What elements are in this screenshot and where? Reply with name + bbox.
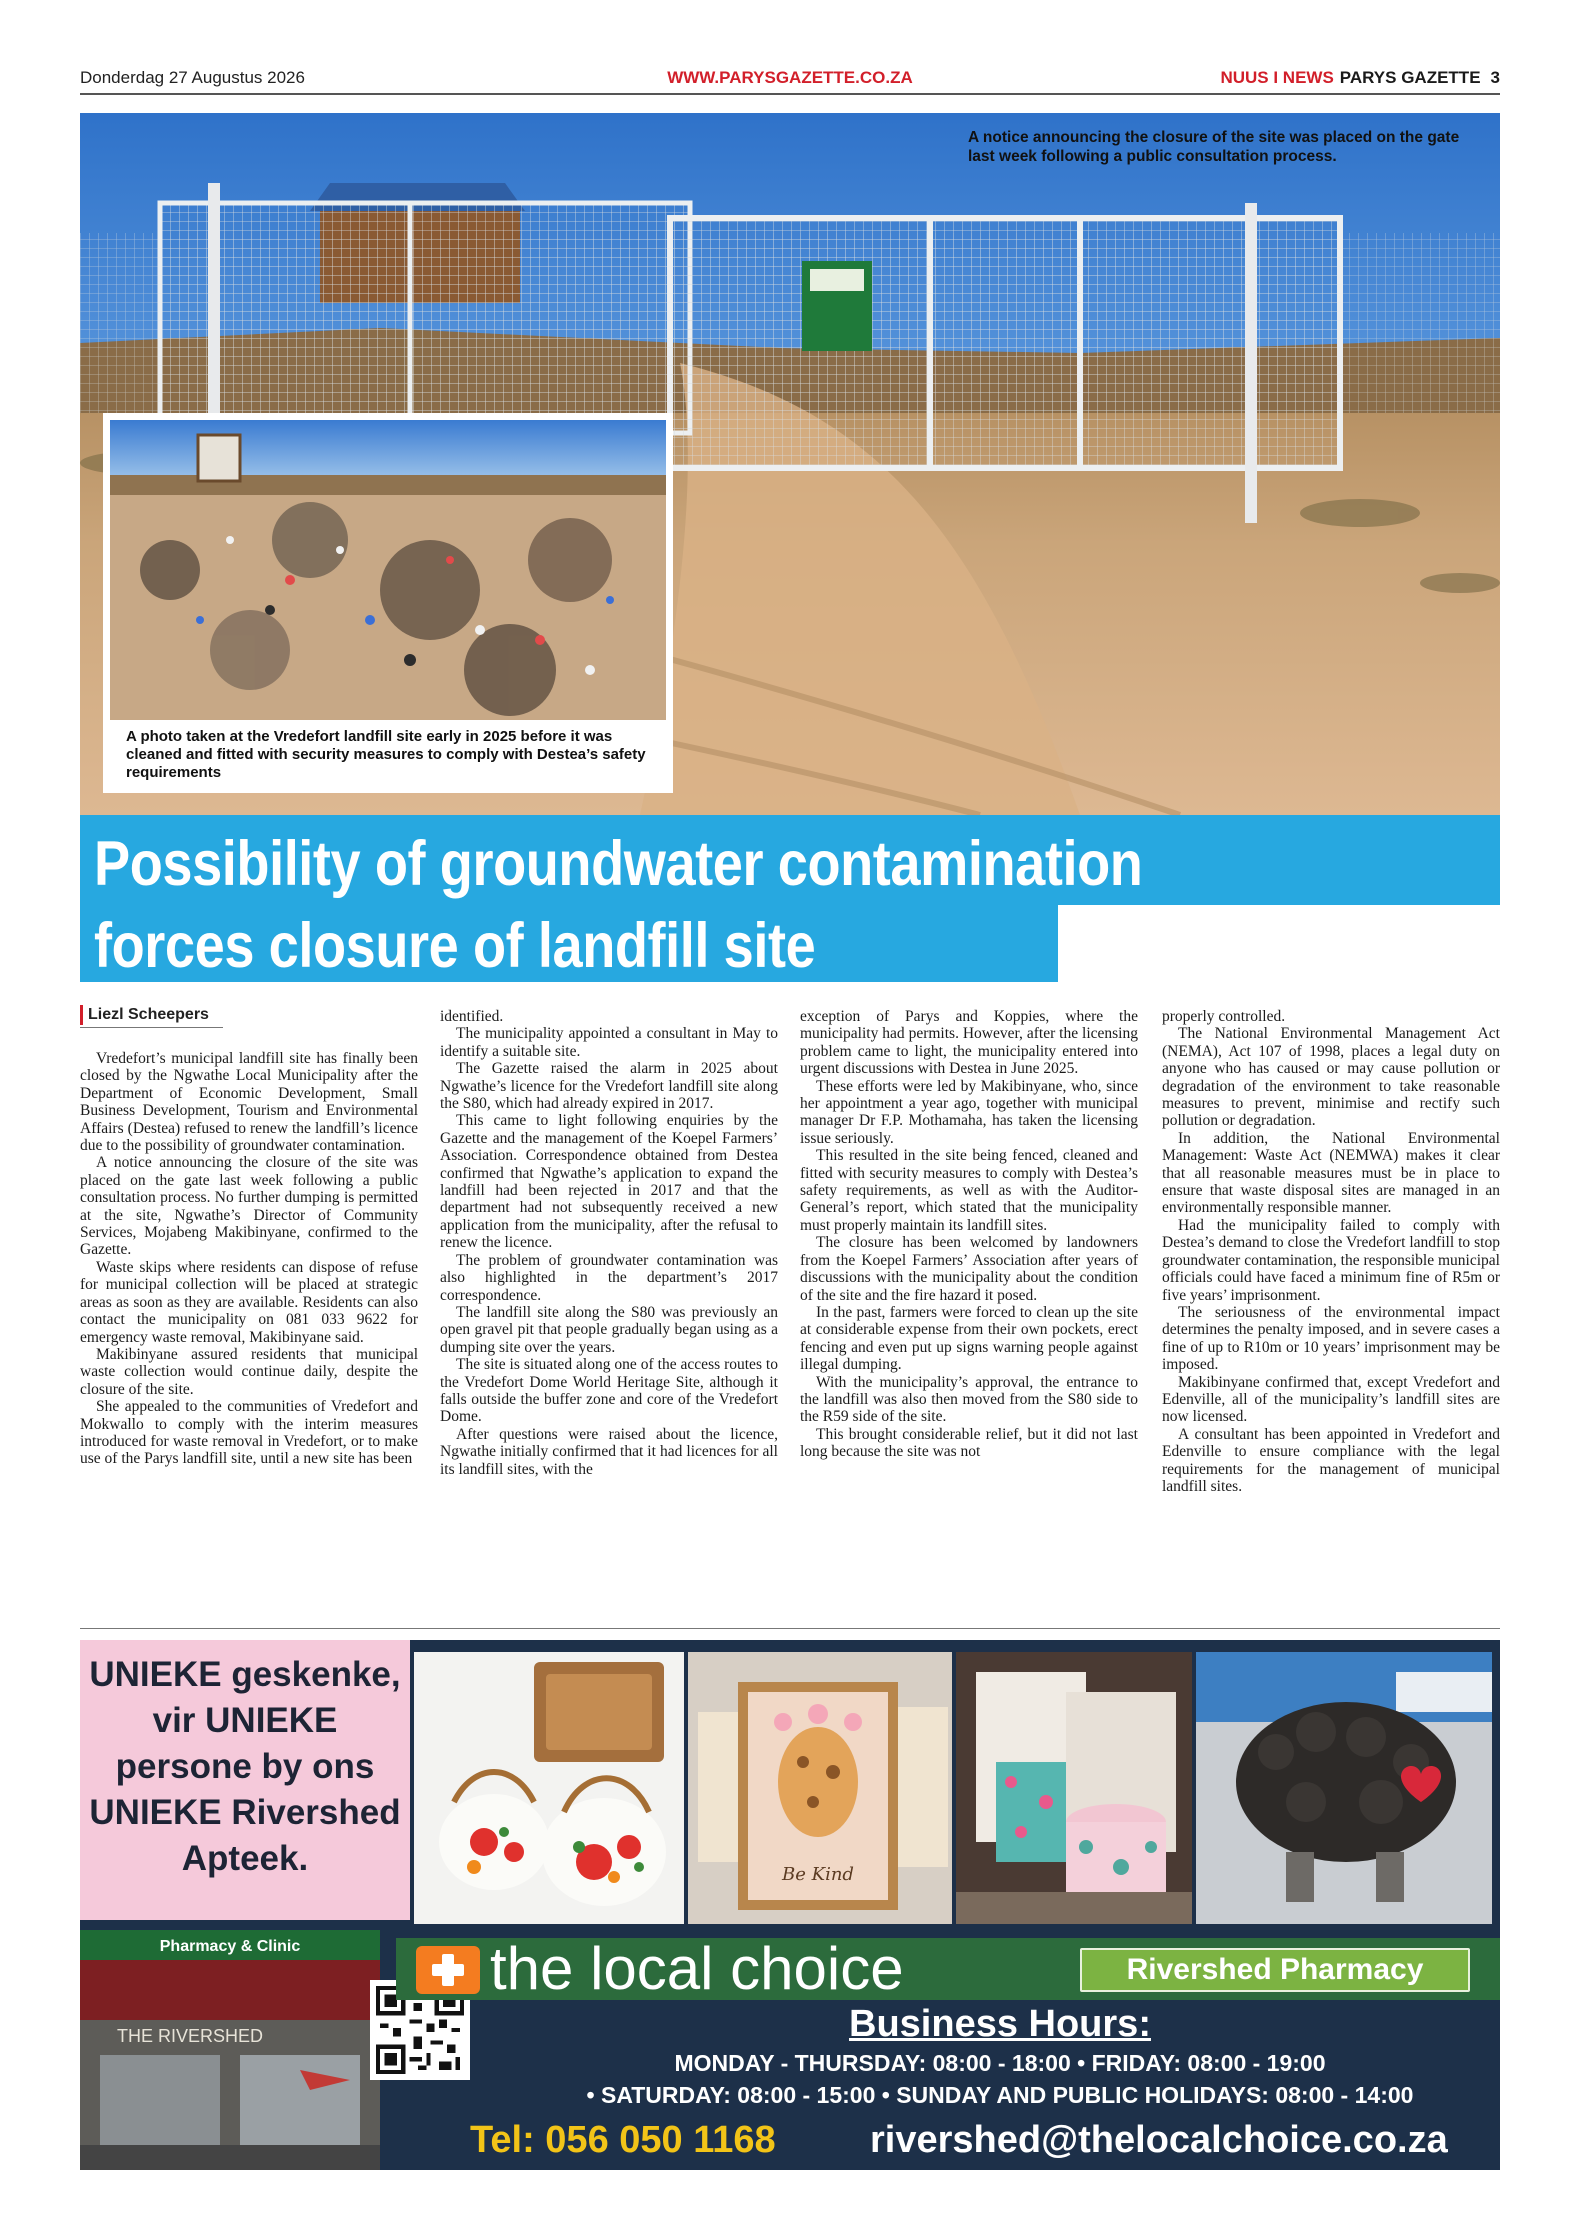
pharmacy-cross-icon [416, 1946, 480, 1994]
page-number: 3 [1490, 68, 1500, 87]
paragraph: The municipality appointed a consultant in May to identify a suitable site. [440, 1025, 778, 1060]
article-column-3 [800, 1008, 1138, 1461]
paragraph: In addition, the National Environmental Management: Waste Act (NEMWA) makes it clear that all reasonable measures must be in place to ensure that waste disposal sites are managed in an environmentally responsible manner. [1162, 1129, 1500, 1217]
headline-line-1: Possibility of groundwater contamination [94, 829, 1143, 899]
storefront-name-text: THE RIVERSHED [116, 2026, 264, 2046]
paragraph: After questions were raised about the licence, Ngwathe initially confirmed that it had licences for all its landfill sites, with the [440, 1425, 778, 1478]
paragraph: Makibinyane assured residents that municipal waste collection would continue daily, despite the closure of the site. [80, 1345, 418, 1398]
paragraph: identified. [440, 1008, 504, 1025]
inset-photo-frame [103, 413, 673, 793]
paragraph: The National Environmental Management Act (NEMA), Act 107 of 1998, places a legal duty on anyone who has caused or may cause pollution or degradation of the environment to take reasonable measures to prevent, minimise and rectify such pollution or degradation. [1162, 1025, 1500, 1130]
business-hours-weekend: • SATURDAY: 08:00 - 15:00 • SUNDAY AND PUBLIC HOLIDAYS: 08:00 - 14:00 [586, 2082, 1414, 2108]
page-header [80, 64, 1500, 92]
brand-name: the local choice [490, 1935, 904, 2002]
paragraph: The closure has been welcomed by landowners from the Koepel Farmers’ Association after years of discussions with the municipality about the condition of the site and the fire hazard it posed. [800, 1234, 1138, 1304]
paragraph: The Gazette raised the alarm in 2025 about Ngwathe’s licence for the Vredefort landfill site along the S80, which had already expired in 2017. [440, 1060, 778, 1113]
paragraph: This came to light following enquiries by the Gazette and the management of the Koepel Farmers’ Association. Correspondence obtained from Destea confirmed that Ngwathe’s application to expand the landfill had been rejected in 2017 and that the department had not subsequently received a new application from the municipality, after the refusal to renew the licence. [440, 1112, 778, 1252]
section-name: NUUS I NEWS [1220, 68, 1334, 87]
paragraph: In the past, farmers were forced to clean up the site at considerable expense from their own pockets, erect fencing and even put up signs warning people against illegal dumping. [800, 1303, 1138, 1374]
business-hours-title: Business Hours: [849, 2003, 1151, 2045]
paragraph: A consultant has been appointed in Vredefort and Edenville to ensure compliance with the legal requirements for the management of municipal landfill sites. [1162, 1425, 1500, 1495]
paragraph: The site is situated along one of the access routes to the Vredefort Dome World Heritage Site, although it falls outside the buffer zone and core of the Vredefort Dome. [440, 1356, 778, 1426]
sheep-ornament-photo [1196, 1652, 1492, 1924]
pharmacy-name-badge: Rivershed Pharmacy [1080, 1948, 1470, 1992]
article-end-rule [80, 1628, 1500, 1629]
paragraph: This brought considerable relief, but it did not last long because the site was not [800, 1425, 1138, 1461]
main-photo-caption: A notice announcing the closure of the site was placed on the gate last week following a public consultation process. [968, 129, 1460, 165]
slogan-panel [80, 1640, 410, 1920]
paragraph: Vredefort’s municipal landfill site has finally been closed by the Ngwathe Local Municipality after the Department of Economic Development, Small Business Development, Tourism and Environmental Affairs (Destea) refused to renew the landfill’s licence due to the possibility of groundwater contamination. [80, 1050, 418, 1155]
byline-rule [80, 1027, 223, 1028]
business-hours-weekday: MONDAY - THURSDAY: 08:00 - 18:00 • FRIDAY: 08:00 - 19:00 [674, 2050, 1326, 2076]
paragraph: Waste skips where residents can dispose of refuse for municipal collection will be placed at strategic areas as soon as they are available. Residents can also contact the municipality on 081 033 9622 for emergency waste removal, Makibinyane said. [80, 1258, 418, 1346]
header-rule [80, 93, 1500, 95]
product-print-text: Be Kind [782, 1864, 854, 1885]
article-headline [94, 823, 1298, 987]
phone-number[interactable]: Tel: 056 050 1168 [470, 2119, 776, 2161]
email-address[interactable]: rivershed@thelocalchoice.co.za [870, 2119, 1448, 2161]
paragraph: These efforts were led by Makibinyane, who, since her appointment a year ago, together with municipal manager Dr F.P. Mothamaha, has taken the licensing issue seriously. [800, 1077, 1138, 1147]
article-column-2 [440, 1008, 778, 1478]
paragraph: The seriousness of the environmental impact determines the penalty imposed, and in severe cases a fine of up to R10m or 10 years’ imprisonment may be imposed. [1162, 1303, 1500, 1374]
gift-box-photo [956, 1652, 1192, 1924]
giraffe-frame-photo [688, 1652, 952, 1924]
storefront-sign-text: Pharmacy & Clinic [159, 1938, 301, 1955]
paragraph: With the municipality’s approval, the entrance to the landfill was also then moved from the S80 side to the R59 side of the site. [800, 1373, 1138, 1426]
headline-line-2: forces closure of landfill site [94, 911, 816, 981]
teapot-photo [414, 1652, 684, 1924]
issue-date: Donderdag 27 Augustus 2026 [80, 68, 305, 87]
landfill-photo [110, 420, 666, 720]
paragraph: Had the municipality failed to comply with Destea’s demand to close the Vredefort landfill to stop groundwater contamination, the responsible municipal officials could have faced a minimum fine of R5m or five years’ imprisonment. [1162, 1216, 1500, 1304]
ad-slogan: UNIEKE geskenke, vir UNIEKE persone by ons UNIEKE Rivershed Apteek. [89, 1655, 401, 1878]
paragraph: exception of Parys and Koppies, where the municipality had permits. However, after the licensing problem came to light, the municipality entered into urgent discussions with Destea in June 2025. [800, 1008, 1138, 1078]
article-column-4 [1162, 1008, 1500, 1495]
paragraph: The problem of groundwater contamination was also highlighted in the department’s 2017 correspondence. [440, 1251, 778, 1304]
storefront-photo [80, 1930, 380, 2170]
paragraph: properly controlled. [1162, 1008, 1286, 1025]
paragraph: A notice announcing the closure of the site was placed on the gate last week following a public consultation process. No further dumping is permitted at the site, Ngwathe’s Director of Community Services, Mojabeng Makibinyane, confirmed to the Gazette. [80, 1154, 418, 1259]
article-column-1 [80, 1050, 418, 1468]
pharmacy-advert [80, 1640, 1500, 2170]
paragraph: She appealed to the communities of Vredefort and Mokwallo to comply with the interim measures introduced for waste removal in Vredefort, or to make use of the Parys landfill site, until a new site has been [80, 1398, 418, 1468]
paragraph: The landfill site along the S80 was previously an open gravel pit that people gradually began using as a dumping site over the years. [440, 1303, 778, 1356]
paragraph: Makibinyane confirmed that, except Vredefort and Edenville, all of the municipality’s landfill sites are now licensed. [1162, 1373, 1500, 1426]
ad-bottom-section [80, 1930, 1500, 2170]
paper-name: PARYS GAZETTE [1339, 68, 1481, 87]
website-link[interactable]: WWW.PARYSGAZETTE.CO.ZA [667, 68, 913, 87]
paragraph: This resulted in the site being fenced, cleaned and fitted with security measures to comply with Destea’s safety requirements, as well as with the Auditor-General’s report, which stated that the municipality must properly maintain its landfill sites. [800, 1147, 1138, 1234]
byline: Liezl Scheepers [80, 1005, 209, 1025]
inset-photo-caption: A photo taken at the Vredefort landfill site early in 2025 before it was cleaned and fitted with security measures to comply with Destea’s safety requirements [126, 728, 646, 781]
section-label [1220, 68, 1500, 88]
